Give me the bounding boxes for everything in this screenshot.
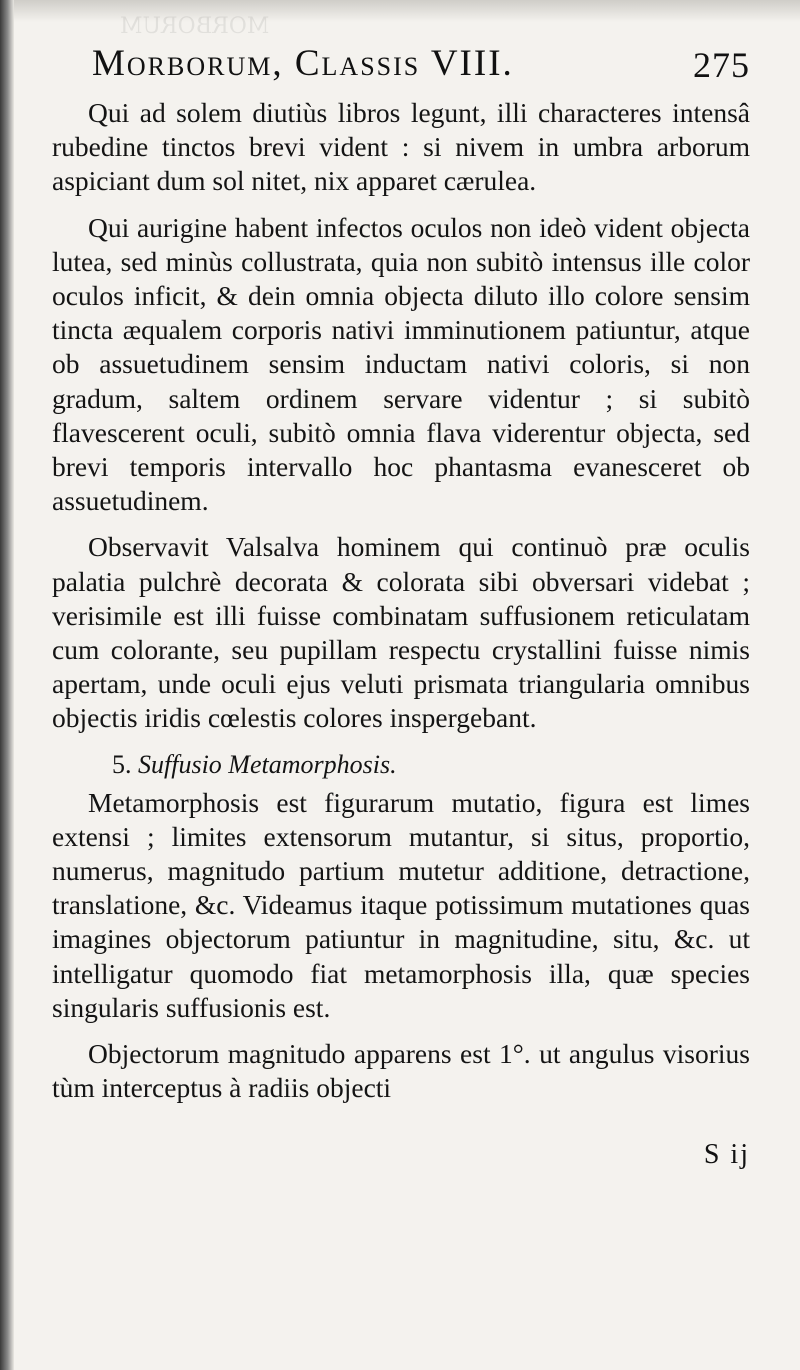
page-content — [52, 38, 750, 1171]
page-gutter-shadow — [0, 0, 14, 1370]
running-head — [52, 38, 750, 90]
show-through-text: MORBORUM — [120, 14, 270, 39]
paragraph-2: Qui aurigine habent infectos oculos non ideò vident objecta lutea, sed minùs collustrata, quia non subitò intensus ille color oculos inficit, & dein omnia objecta diluto illo colore sensim tincta æqualem corporis nativi imminutionem patiuntur, atque ob assuetudinem sensim inductam nativi coloris, si non gradum, saltem ordinem servare videntur ; si subitò flavescerent oculi, subitò omnia flava viderentur objecta, sed brevi temporis intervallo hoc phantasma evanesceret ob assuetudinem. — [52, 211, 750, 517]
section-number: 5. — [112, 749, 132, 779]
page-number: 275 — [693, 45, 750, 85]
paragraph-1: Qui ad solem diutiùs libros legunt, illi characteres intensâ rubedine tinctos brevi vident : si nivem in umbra arborum aspiciant dum sol nitet, nix apparet cærulea. — [52, 97, 750, 197]
section-title: Suffusio Metamorphosis. — [138, 749, 397, 779]
signature-mark: S ij — [703, 1139, 750, 1171]
paragraph-3: Observavit Valsalva hominem qui continuò præ oculis palatia pulchrè decorata & colorata sibi obversari videbat ; verisimile est illi fuisse combinatam suffusionem reticulatam cum colorante, seu pupillam respectu crystallini fuisse nimis apertam, unde oculi ejus veluti prismata triangularia omnibus objectis iridis cœlestis colores inspergebant. — [52, 531, 750, 734]
paragraph-5: Objectorum magnitudo apparens est 1°. ut angulus visorius tùm interceptus à radiis objecti — [52, 1038, 750, 1104]
running-head-title: Morborum, Classis VIII. — [92, 43, 514, 84]
section-heading — [52, 748, 750, 782]
paragraph-4: Metamorphosis est figurarum mutatio, figura est limes extensi ; limites extensorum mutantur, si situs, proportio, numerus, magnitudo partium mutetur additione, detractione, translatione, &c. Videamus itaque potissimum mutationes quas imagines objectorum patiuntur in magnitudine, situ, &c. ut intelligatur quomodo fiat metamorphosis illa, quæ species singularis suffusionis est. — [52, 786, 750, 1023]
